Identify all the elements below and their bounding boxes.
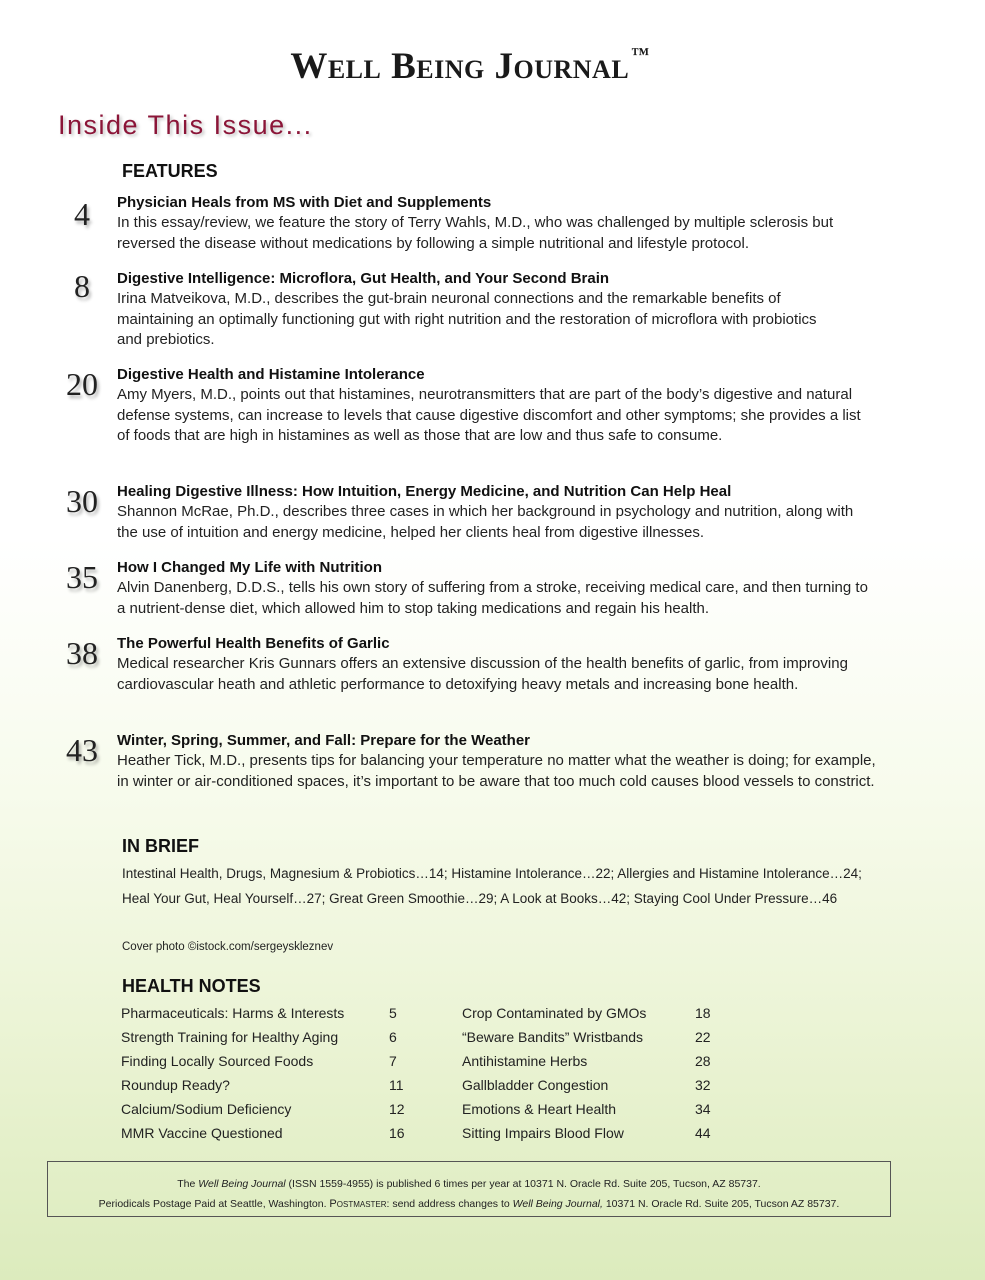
feature-description: Irina Matveikova, M.D., describes the gut-brain neuronal connections and the remarkable benefits of maintaining an optimally functioning gut with right nutrition and the restoration of microflora with probiotics and prebiotics. bbox=[117, 290, 817, 349]
journal-title: Well Being Journal bbox=[290, 46, 630, 87]
in-brief-text: Intestinal Health, Drugs, Magnesium & Probiotics…14; Histamine Intolerance…22; Allergies and Histamine Intolerance…24; Heal Your Gut, Heal Yourself…27; Great Green Smoothie…29; A Look at Books…42; Staying Cool Under Pressure…46 bbox=[122, 866, 862, 906]
trademark-symbol: ™ bbox=[631, 44, 650, 64]
health-note-page: 32 bbox=[695, 1077, 711, 1093]
masthead bbox=[0, 44, 940, 88]
publication-info-line-1 bbox=[48, 1174, 890, 1194]
health-note-page: 34 bbox=[695, 1101, 711, 1117]
footer-journal-name: Well Being Journal, bbox=[512, 1198, 603, 1210]
health-note-label: Antihistamine Herbs bbox=[462, 1053, 588, 1069]
health-note-label: Roundup Ready? bbox=[121, 1077, 230, 1093]
feature-title: Healing Digestive Illness: How Intuition, Energy Medicine, and Nutrition Can Help Heal bbox=[117, 483, 732, 500]
footer-text: The bbox=[177, 1178, 199, 1190]
health-note-page: 28 bbox=[695, 1053, 711, 1069]
publication-info-line-2 bbox=[48, 1194, 890, 1214]
footer-journal-name: Well Being Journal bbox=[198, 1178, 286, 1190]
health-note-label: MMR Vaccine Questioned bbox=[121, 1125, 283, 1141]
footer-text: 10371 N. Oracle Rd. Suite 205, Tucson AZ 85737. bbox=[602, 1198, 840, 1210]
health-note-page: 7 bbox=[389, 1053, 397, 1069]
feature-page-number: 38 bbox=[66, 635, 98, 671]
health-note-label: Calcium/Sodium Deficiency bbox=[121, 1101, 292, 1117]
feature-title: Digestive Intelligence: Microflora, Gut Health, and Your Second Brain bbox=[117, 270, 610, 287]
feature-title: Digestive Health and Histamine Intolerance bbox=[117, 366, 425, 383]
footer-text: (ISSN 1559-4955) is published 6 times per year at 10371 N. Oracle Rd. Suite 205, Tucson, AZ 85737. bbox=[285, 1178, 761, 1190]
footer-text: : send address changes to bbox=[386, 1198, 513, 1210]
feature-description: Alvin Danenberg, D.D.S., tells his own story of suffering from a stroke, receiving medical care, and then turning to a nutrient-dense diet, which allowed him to stop taking medications and regain his health. bbox=[117, 579, 868, 617]
feature-title: The Powerful Health Benefits of Garlic bbox=[117, 635, 390, 652]
health-note-page: 22 bbox=[695, 1029, 711, 1045]
feature-page-number: 30 bbox=[66, 483, 98, 519]
inside-this-issue-heading: Inside This Issue... bbox=[58, 110, 313, 140]
health-note-label: Gallbladder Congestion bbox=[462, 1077, 609, 1093]
feature-title: Winter, Spring, Summer, and Fall: Prepare for the Weather bbox=[117, 732, 531, 749]
health-note-page: 5 bbox=[389, 1005, 397, 1021]
health-note-label: Finding Locally Sourced Foods bbox=[121, 1053, 314, 1069]
health-note-label: Strength Training for Healthy Aging bbox=[121, 1029, 339, 1045]
health-note-page: 44 bbox=[695, 1125, 711, 1141]
features-heading: FEATURES bbox=[122, 161, 218, 181]
health-notes-heading: HEALTH NOTES bbox=[122, 976, 261, 996]
cover-photo-credit: Cover photo ©istock.com/sergeyskleznev bbox=[122, 941, 334, 953]
feature-description: Medical researcher Kris Gunnars offers an extensive discussion of the health benefits of garlic, from improving cardiovascular heath and athletic performance to detoxifying heavy metals and increasing bone health. bbox=[117, 655, 848, 693]
health-note-page: 16 bbox=[389, 1125, 405, 1141]
health-note-label: Crop Contaminated by GMOs bbox=[462, 1005, 647, 1021]
health-note-label: Sitting Impairs Blood Flow bbox=[462, 1125, 624, 1141]
footer-postmaster: Postmaster bbox=[329, 1198, 387, 1210]
feature-page-number: 43 bbox=[66, 732, 98, 768]
feature-description: In this essay/review, we feature the story of Terry Wahls, M.D., who was challenged by multiple sclerosis but reversed the disease without medications by following a simple nutritional and lifestyle protocol. bbox=[117, 214, 834, 252]
feature-description: Heather Tick, M.D., presents tips for balancing your temperature no matter what the weather is doing; for example, in winter or air-conditioned spaces, it’s important to be aware that too much cold causes blood vessels to constrict. bbox=[117, 752, 876, 790]
health-note-page: 18 bbox=[695, 1005, 711, 1021]
health-note-label: Pharmaceuticals: Harms & Interests bbox=[121, 1005, 345, 1021]
health-note-page: 12 bbox=[389, 1101, 405, 1117]
health-note-page: 11 bbox=[389, 1077, 404, 1093]
feature-title: How I Changed My Life with Nutrition bbox=[117, 559, 382, 576]
health-note-page: 6 bbox=[389, 1029, 397, 1045]
publication-info-box bbox=[47, 1161, 891, 1217]
footer-text: Periodicals Postage Paid at Seattle, Washington. bbox=[98, 1198, 330, 1210]
in-brief-heading: IN BRIEF bbox=[122, 836, 200, 856]
feature-page-number: 8 bbox=[74, 268, 90, 304]
health-note-label: “Beware Bandits” Wristbands bbox=[462, 1029, 644, 1045]
feature-description: Amy Myers, M.D., points out that histamines, neurotransmitters that are part of the body’s digestive and natural defense systems, can increase to levels that cause digestive discomfort and other symptoms; she provides a list of foods that are high in histamines as well as those that are low and thus safe to consume. bbox=[117, 386, 861, 445]
feature-title: Physician Heals from MS with Diet and Supplements bbox=[117, 194, 492, 211]
health-note-label: Emotions & Heart Health bbox=[462, 1101, 617, 1117]
feature-page-number: 35 bbox=[66, 559, 98, 595]
feature-page-number: 4 bbox=[74, 196, 90, 232]
feature-page-number: 20 bbox=[66, 366, 98, 402]
feature-description: Shannon McRae, Ph.D., describes three cases in which her background in psychology and nutrition, along with the use of intuition and energy medicine, helped her clients heal from digestive illnesses. bbox=[117, 503, 854, 541]
